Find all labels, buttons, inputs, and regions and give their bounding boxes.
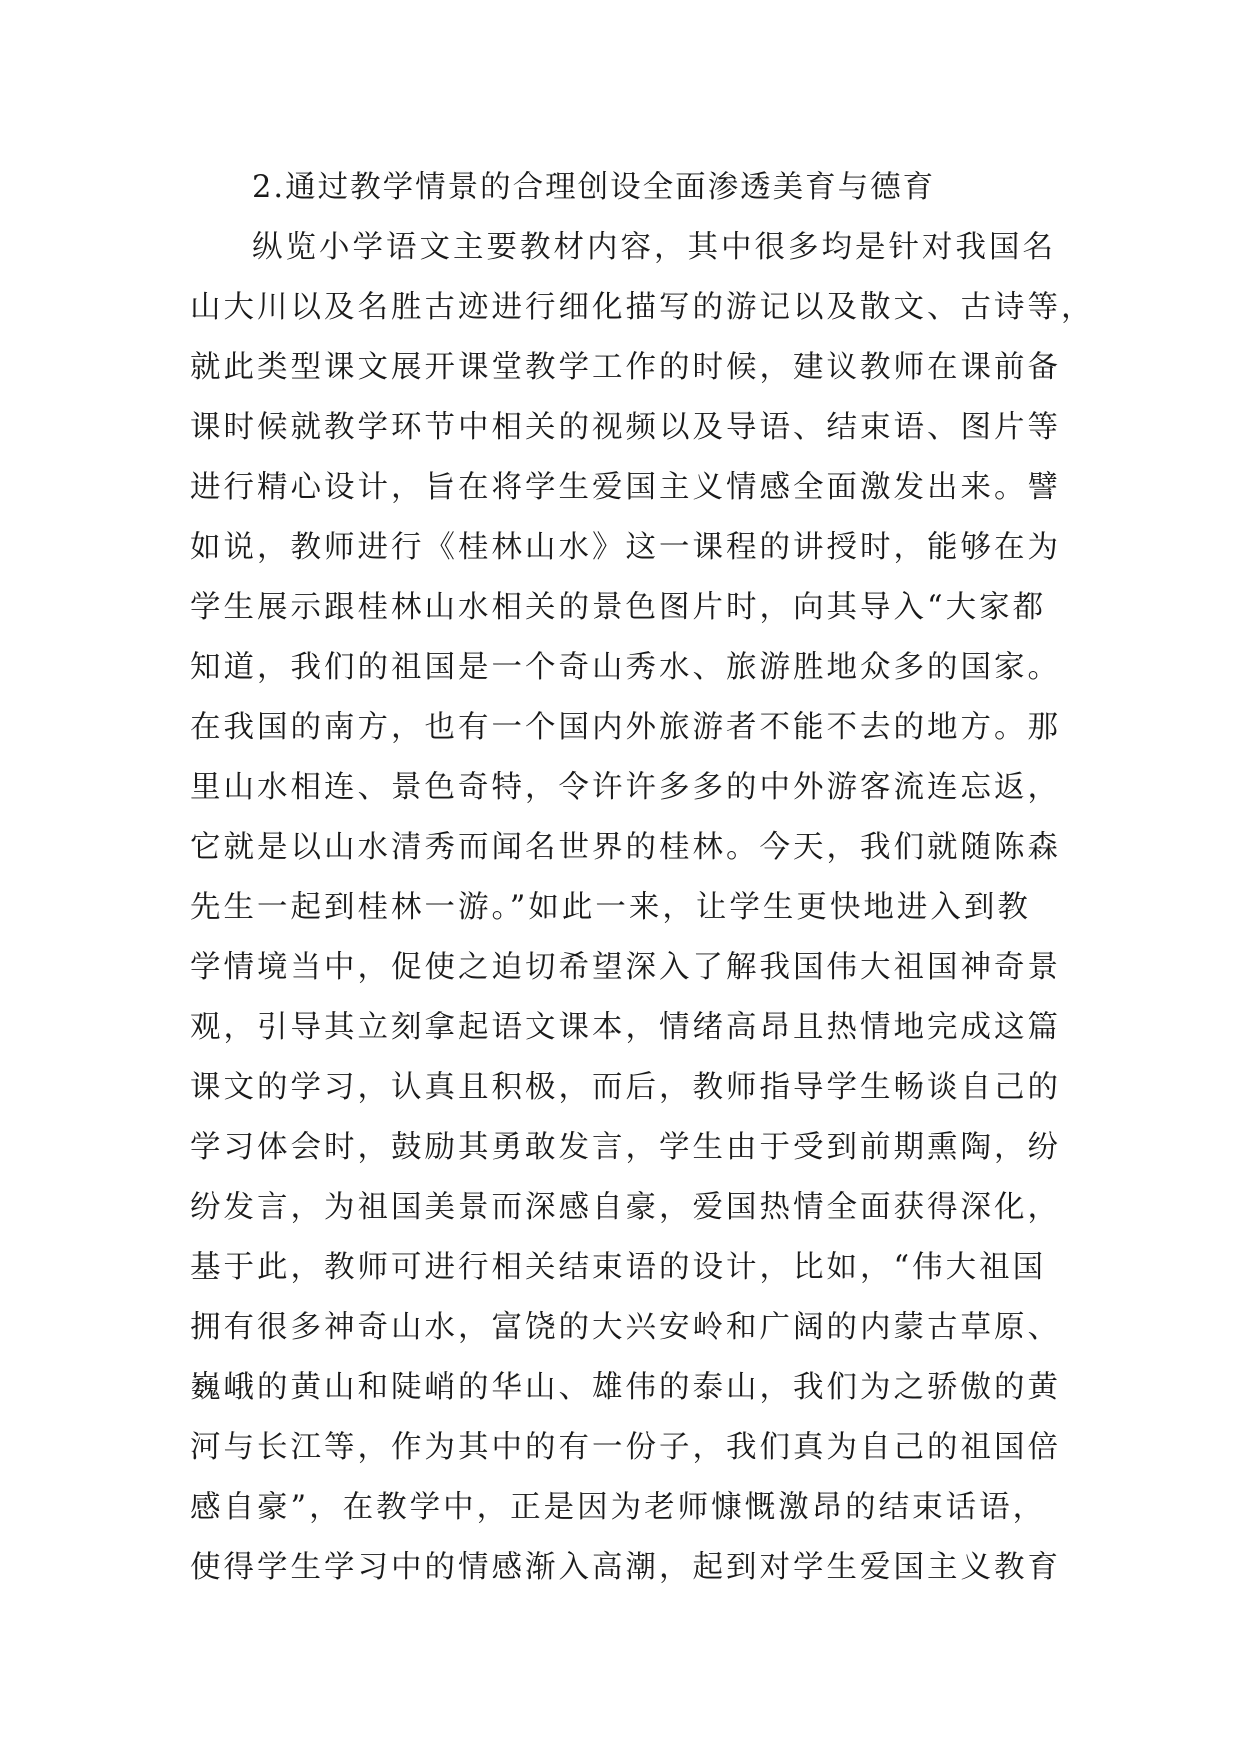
- paragraph-line: 基于此，教师可进行相关结束语的设计，比如，“伟大祖国: [190, 1250, 1047, 1285]
- paragraph-line: 知道，我们的祖国是一个奇山秀水、旅游胜地众多的国家。: [190, 650, 1061, 685]
- paragraph-line: 课时候就教学环节中相关的视频以及导语、结束语、图片等: [190, 410, 1061, 445]
- paragraph-line: 学情境当中，促使之迫切希望深入了解我国伟大祖国神奇景: [190, 950, 1061, 985]
- paragraph-line: 巍峨的黄山和陡峭的华山、雄伟的泰山，我们为之骄傲的黄: [190, 1370, 1061, 1405]
- paragraph-line: 先生一起到桂林一游。”如此一来，让学生更快地进入到教: [190, 890, 1031, 925]
- document-body: [190, 158, 1095, 1598]
- paragraph-line: 就此类型课文展开课堂教学工作的时候，建议教师在课前备: [190, 350, 1061, 385]
- paragraph-line: 如说，教师进行《桂林山水》这一课程的讲授时，能够在为: [190, 530, 1061, 565]
- paragraph-line: 拥有很多神奇山水，富饶的大兴安岭和广阔的内蒙古草原、: [190, 1310, 1061, 1345]
- paragraph-line: 使得学生学习中的情感渐入高潮，起到对学生爱国主义教育: [190, 1550, 1061, 1585]
- paragraph-line: 河与长江等，作为其中的有一份子，我们真为自己的祖国倍: [190, 1430, 1061, 1465]
- paragraph-line: 感自豪”，在教学中，正是因为老师慷慨激昂的结束话语，: [190, 1490, 1047, 1525]
- paragraph-line: 纷发言，为祖国美景而深感自豪，爱国热情全面获得深化，: [190, 1190, 1061, 1225]
- section-heading: 2.通过教学情景的合理创设全面渗透美育与德育: [252, 170, 936, 205]
- paragraph-line: 课文的学习，认真且积极，而后，教师指导学生畅谈自己的: [190, 1070, 1061, 1105]
- paragraph-line: 纵览小学语文主要教材内容，其中很多均是针对我国名: [252, 230, 1056, 265]
- paragraph-line: 观，引导其立刻拿起语文课本，情绪高昂且热情地完成这篇: [190, 1010, 1061, 1045]
- paragraph-line: 山大川以及名胜古迹进行细化描写的游记以及散文、古诗等，: [190, 290, 1095, 325]
- paragraph-line: 进行精心设计，旨在将学生爱国主义情感全面激发出来。譬: [190, 470, 1061, 505]
- paragraph-line: 里山水相连、景色奇特，令许许多多的中外游客流连忘返，: [190, 770, 1061, 805]
- paragraph-line: 它就是以山水清秀而闻名世界的桂林。今天，我们就随陈森: [190, 830, 1061, 865]
- paragraph-line: 学习体会时，鼓励其勇敢发言，学生由于受到前期熏陶，纷: [190, 1130, 1061, 1165]
- paragraph-line: 在我国的南方，也有一个国内外旅游者不能不去的地方。那: [190, 710, 1061, 745]
- paragraph-line: 学生展示跟桂林山水相关的景色图片时，向其导入“大家都: [190, 590, 1047, 625]
